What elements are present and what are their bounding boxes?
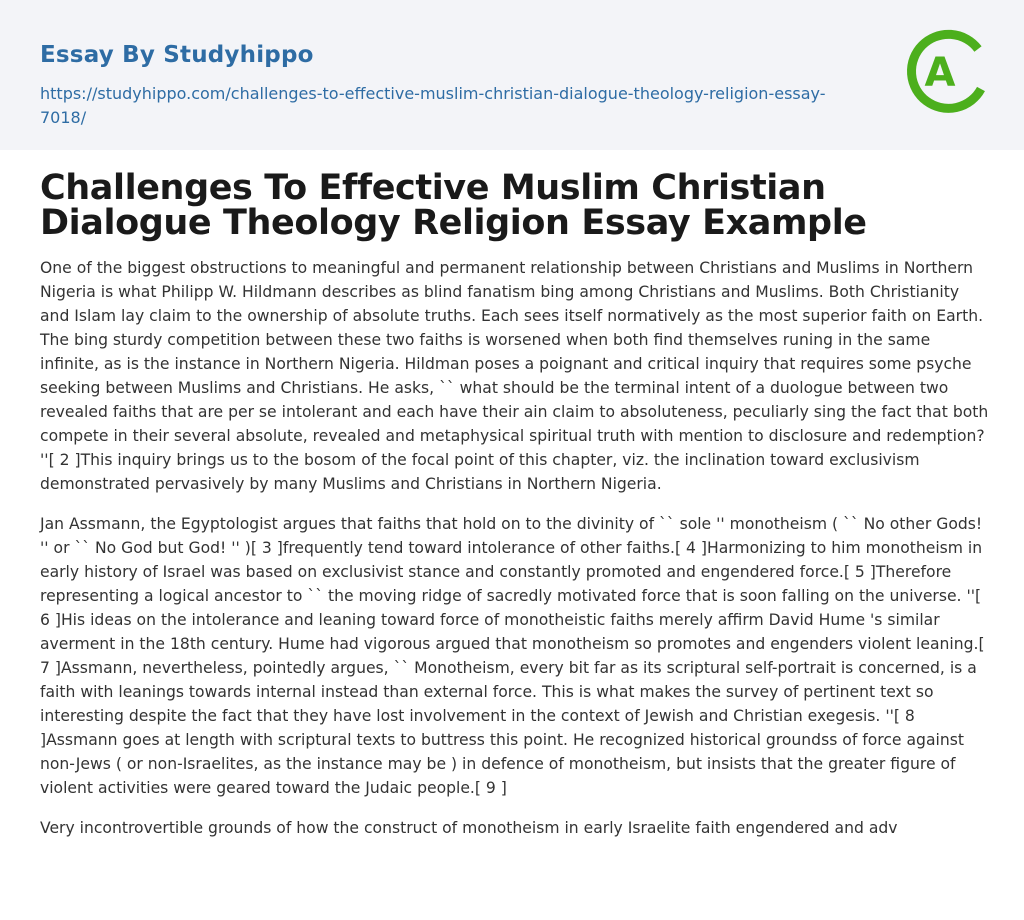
site-title[interactable]: Essay By Studyhippo (40, 42, 314, 68)
essay-body (40, 256, 990, 856)
essay-paragraph-2: Jan Assmann, the Egyptologist argues that faiths that hold on to the divinity of `` sole '' monotheism ( `` No other Gods! '' or `` No God but God! '' )[ 3 ]frequently tend toward intolerance of other faiths.[ 4 ]Harmonizing to him monotheism in early history of Israel was based on exclusivist stance and constantly promoted and engendered force.[ 5 ]Therefore representing a logical ancestor to `` the moving ridge of sacredly motivated force that is soon falling on the universe. ''[ 6 ]His ideas on the intolerance and leaning toward force of monotheistic faiths merely affirm David Hume 's similar averment in the 18th century. Hume had vigorous argued that monotheism so promotes and engenders violent leaning.[ 7 ]Assmann, nevertheless, pointedly argues, `` Monotheism, every bit far as its scriptural self-portrait is concerned, is a faith with leanings towards internal instead than external force. This is what makes the survey of pertinent text so interesting despite the fact that they have lost involvement in the context of Jewish and Christian exegesis. ''[ 8 ]Assmann goes at length with scriptural texts to buttress this point. He recognized historical groundss of force against non-Jews ( or non-Israelites, as the instance may be ) in defence of monotheism, but insists that the greater figure of violent activities were geared toward the Judaic people.[ 9 ] (40, 515, 985, 797)
page-title: Challenges To Effective Muslim Christian Dialogue Theology Religion Essay Example (40, 168, 867, 243)
essay-paragraph-1: One of the biggest obstructions to meaningful and permanent relationship between Christians and Muslims in Northern Nigeria is what Philipp W. Hildmann describes as blind fanatism bing among Christians and Muslims. Both Christianity and Islam lay claim to the ownership of absolute truths. Each sees itself normatively as the most superior faith on Earth. The bing sturdy competition between these two faiths is worsened when both find themselves runing in the same infinite, as is the instance in Northern Nigeria. Hildman poses a poignant and critical inquiry that requires some psyche seeking between Muslims and Christians. He asks, `` what should be the terminal intent of a duologue between two revealed faiths that are per se intolerant and each have their ain claim to absoluteness, peculiarly sing the fact that both compete in their several absolute, revealed and metaphysical spiritual truth with mention to disclosure and redemption? ''[ 2 ]This inquiry brings us to the bosom of the focal point of this chapter, viz. the inclination toward exclusivism demonstrated pervasively by many Muslims and Christians in Northern Nigeria. (40, 259, 989, 493)
logo-letter: A (924, 50, 956, 96)
studyhippo-logo[interactable] (904, 27, 992, 115)
essay-paragraph-3: Very incontrovertible grounds of how the construct of monotheism in early Israelite faith engendered and adv (40, 819, 898, 837)
site-header (0, 0, 1024, 150)
essay-url-link[interactable]: https://studyhippo.com/challenges-to-effective-muslim-christian-dialogue-theology-religion-essay-7018/ (40, 84, 826, 127)
logo-icon (904, 27, 992, 115)
